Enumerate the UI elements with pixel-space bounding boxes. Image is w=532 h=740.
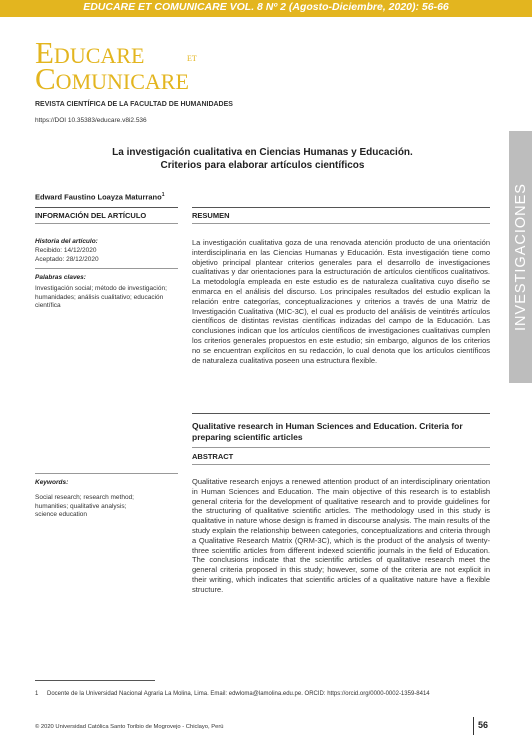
rule-resumen-sub xyxy=(192,223,490,224)
rule-abstract-top xyxy=(192,447,490,448)
keywords-es: Investigación social; método de investigación; humanidades; análisis cualitativo; educación científica xyxy=(35,285,167,309)
author-footnote-ref[interactable]: 1 xyxy=(161,192,165,198)
article-title xyxy=(35,146,490,172)
keywords-label-es: Palabras claves: xyxy=(35,274,86,281)
abstract-text: Qualitative research enjoys a renewed attention product of an interdisciplinary orientation in Human Sciences and Education. The main objective of this research is to establish general criteria for the development of qualitative research and to provide guidelines for the structuring of qualitative scientific articles. The methodology used in this study is qualitative in nature whose design is framed in discourse analysis. The main results of the study explain the relationship between categories, conceptualizations and criteria through a Qualitative Research Matrix (QRM-3C), which is the product of the analysis of twenty-three scientific articles from different indexed scientific journals in the field of Education. The conclusions indicate that the scientific articles of qualitative research meet the general criteria proposed in this study; however, some of the criteria are not explicit in their writing, which indicates that scientific articles of a qualitative nature have a flexible structure. xyxy=(192,477,490,594)
resumen-text: La investigación cualitativa goza de una renovada atención producto de una orientación interdisciplinaria en las Ciencias Humanas y Educación. Esta investigación tiene como objetivo principal plantear criterios generales para el desarrollo de investigaciones cualitativas y dar orientaciones para la estructuración de artículos científicos cualitativos. La metodología empleada en este estudio es de naturaleza cualitativa cuyo diseño se enmarca en el análisis del discurso. Los principales resultados del estudio explican la relación entre categorías, conceptualizaciones y criterios a través de una Matriz de Investigación Cualitativa (MIC-3C), el cual es producto del análisis de veintitrés artículos científicos de distintas revistas científicas indizadas del campo de la Educación. Las conclusiones indican que los artículos científicos de investigaciones cualitativas cumplen los criterios generales propuestos en este estudio; sin embargo, algunos de los criterios no se encuentran explícitos en su redacción, lo cual denota que los artículos científicos de naturaleza cualitativa poseen una estructura flexible. xyxy=(192,238,490,365)
logo-line-1: Educare xyxy=(35,35,145,70)
logo-line-2: Comunicare xyxy=(35,61,189,96)
rule-keywords-en xyxy=(35,473,178,474)
page-number: 56 xyxy=(478,720,489,730)
rule-history xyxy=(35,268,178,269)
logo-et: et xyxy=(187,50,197,64)
article-title-line-2: Criterios para elaborar artículos científicos xyxy=(160,160,365,171)
doi-link[interactable]: https://DOI 10.35383/educare.v8i2.536 xyxy=(35,117,147,124)
journal-logo xyxy=(35,35,235,96)
footnote-number: 1 xyxy=(35,691,39,697)
page-number-divider xyxy=(473,717,474,735)
received-date: Recibido: 14/12/2020 xyxy=(35,247,97,254)
footnote-rule xyxy=(35,680,155,681)
running-head: EDUCARE ET COMUNICARE VOL. 8 Nº 2 (Agosto-Diciembre, 2020): 56-66 xyxy=(83,1,449,13)
history-label: Historia del artículo: xyxy=(35,238,98,245)
resumen-heading: RESUMEN xyxy=(192,211,230,220)
footnote-text: Docente de la Universidad Nacional Agraria La Molina, Lima. Email: edwloma@lamolina.edu.pe. ORCID: https://orcid.org/0000-0002-1359-8414 xyxy=(47,691,430,697)
abstract-heading: ABSTRACT xyxy=(192,452,234,461)
rule-info-sub xyxy=(35,223,178,224)
author xyxy=(35,192,164,202)
footnote xyxy=(35,690,500,699)
rule-resumen-top xyxy=(192,207,490,208)
journal-subtitle: REVISTA CIENTÍFICA DE LA FACULTAD DE HUMANIDADES xyxy=(35,101,233,108)
rule-info-top xyxy=(35,207,178,208)
article-title-line-1: La investigación cualitativa en Ciencias Humanas y Educación. xyxy=(112,147,413,158)
author-name: Edward Faustino Loayza Maturrano xyxy=(35,192,162,202)
section-side-tab-label: INVESTIGACIONES xyxy=(512,183,529,331)
rule-english-top xyxy=(192,413,490,414)
info-heading: INFORMACIÓN DEL ARTÍCULO xyxy=(35,211,147,220)
keywords-label-en: Keywords: xyxy=(35,479,69,486)
copyright: © 2020 Universidad Católica Santo Toribio de Mogrovejo - Chiclayo, Perú xyxy=(35,724,224,730)
english-title: Qualitative research in Human Sciences and Education. Criteria for preparing scientific articles xyxy=(192,421,463,442)
accepted-date: Aceptado: 28/12/2020 xyxy=(35,256,99,263)
section-side-tab-label-wrap xyxy=(509,131,532,383)
rule-abstract-sub xyxy=(192,464,490,465)
keywords-en: Social research; research method; humanities; qualitative analysis; science education xyxy=(35,494,134,518)
